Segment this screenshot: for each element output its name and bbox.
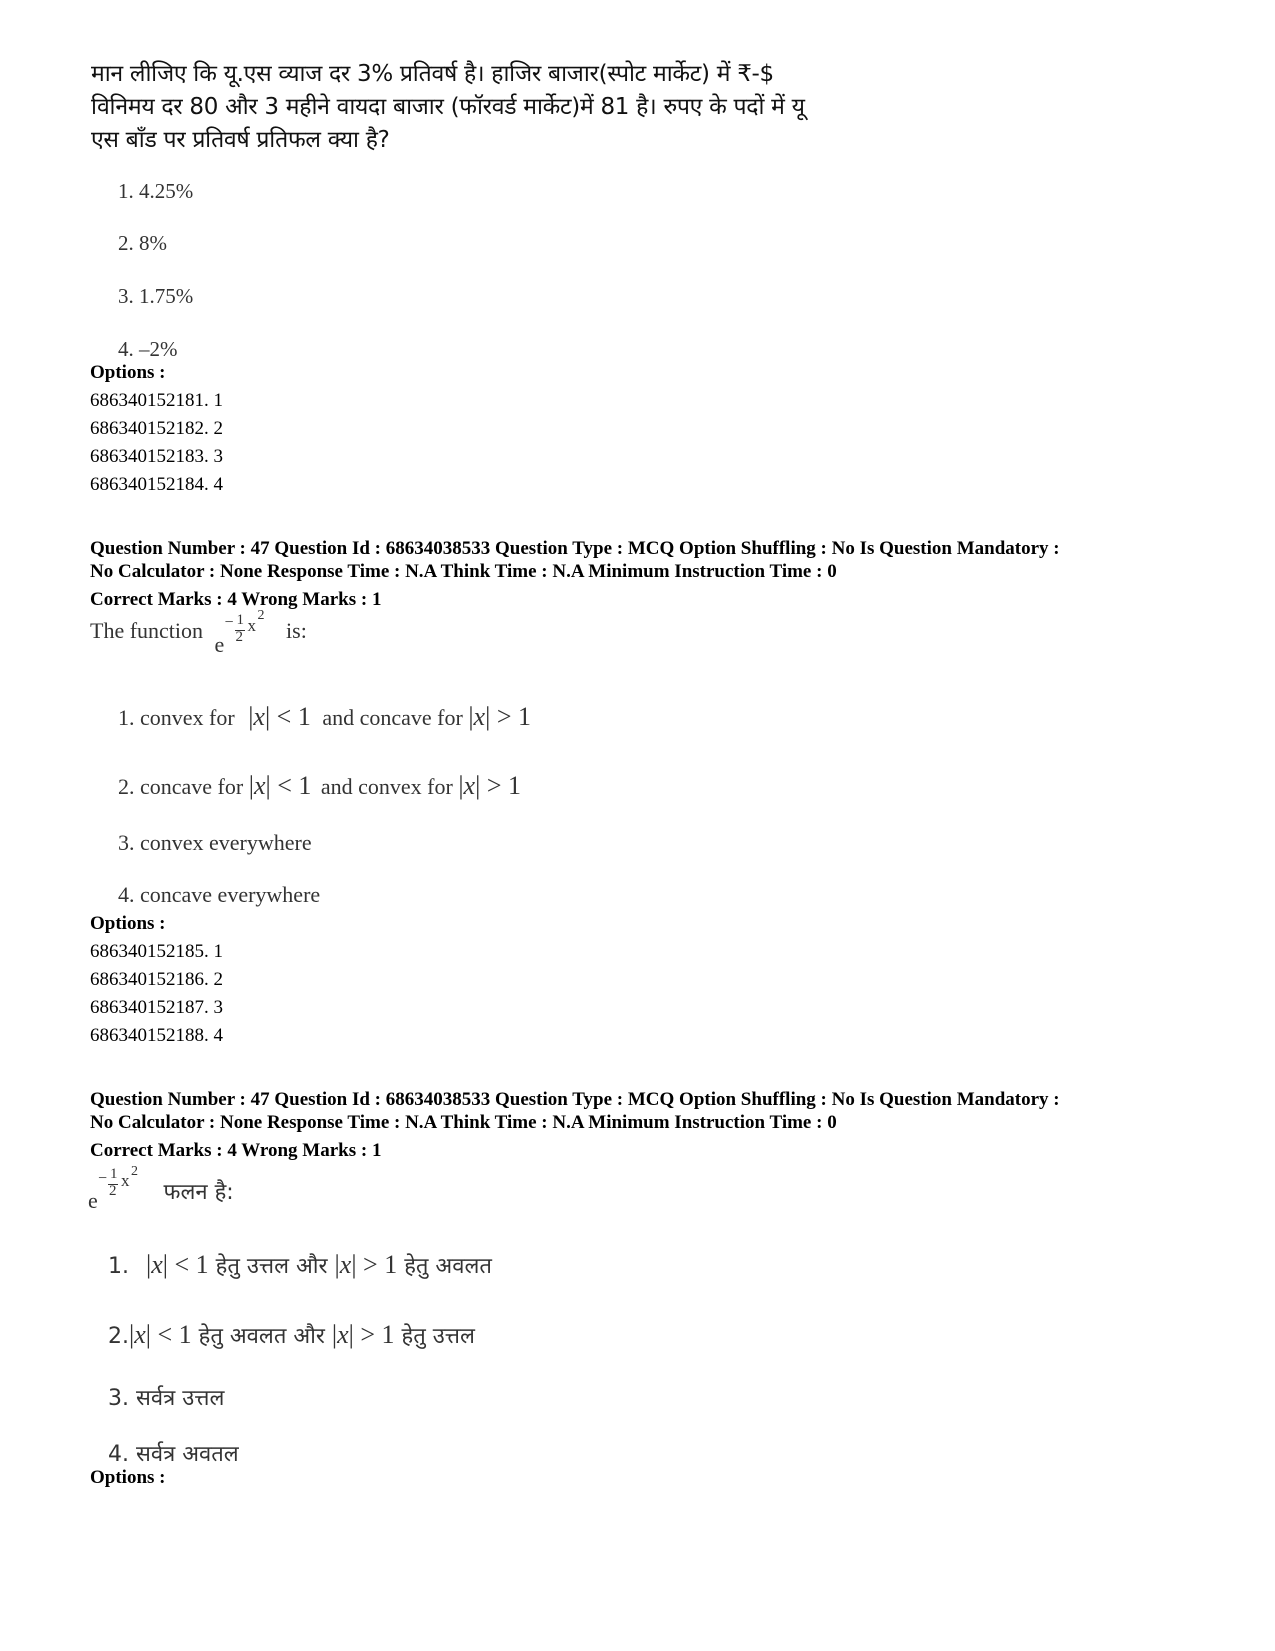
abs-x-expression: |x| > 1: [331, 1320, 395, 1349]
e-base: e: [214, 632, 225, 657]
x-var: x: [253, 702, 265, 731]
choice-text: हेतु उत्तल: [401, 1324, 475, 1349]
question-line-3: एस बाँड पर प्रतिवर्ष प्रतिफल क्या है?: [91, 127, 390, 153]
options-label: Options :: [90, 913, 166, 934]
hindi-question-stem: [88, 1164, 234, 1218]
x-var: x: [337, 1320, 349, 1349]
choice-text: 1. convex for: [118, 705, 235, 730]
options-label: Options :: [90, 362, 166, 383]
options-label: Options :: [90, 1467, 166, 1488]
option-id-2: 686340152182. 2: [90, 418, 223, 439]
marks-line: Correct Marks : 4 Wrong Marks : 1: [90, 589, 382, 610]
abs-x-expression: |x| > 1: [458, 771, 521, 800]
lt-one: < 1: [276, 702, 311, 731]
choice-num: 2.: [108, 1324, 129, 1349]
gt-one: > 1: [486, 771, 521, 800]
option-id-1: 686340152181. 1: [90, 390, 223, 411]
stem-prefix: The function: [90, 618, 204, 643]
hi-choice-1: [108, 1250, 492, 1280]
exponent-2: 2: [131, 1164, 138, 1179]
question-meta-line-1: Question Number : 47 Question Id : 68634038533 Question Type : MCQ Option Shuffling : No Is Question Mandatory :: [90, 538, 1060, 559]
marks-line: Correct Marks : 4 Wrong Marks : 1: [90, 1140, 382, 1161]
choice-text: हेतु उत्तल और: [215, 1254, 328, 1279]
option-id-1: 686340152185. 1: [90, 941, 223, 962]
stem-suffix: फलन है:: [163, 1180, 234, 1205]
x-var: x: [473, 702, 486, 731]
choice-text: 2. concave for: [118, 774, 244, 799]
gt-one: > 1: [496, 702, 531, 731]
exponent-2: 2: [257, 608, 265, 623]
choice-text: हेतु अवलत और: [198, 1324, 325, 1349]
en-choice-1: [118, 702, 531, 732]
e-base: e: [88, 1188, 98, 1213]
frac-den: 2: [235, 629, 244, 645]
question-meta-line-2: No Calculator : None Response Time : N.A Think Time : N.A Minimum Instruction Time : 0: [90, 1112, 837, 1133]
x-var: x: [339, 1250, 352, 1279]
question-line-1: मान लीजिए कि यू.एस व्याज दर 3% प्रतिवर्ष है। हाजिर बाजार(स्पोट मार्केट) में ₹-$: [91, 61, 774, 87]
option-id-3: 686340152183. 3: [90, 446, 223, 467]
hi-choice-2: [108, 1320, 475, 1350]
en-choice-2: [118, 771, 521, 801]
abs-x-expression: |x| < 1: [248, 771, 312, 800]
question-line-2: विनिमय दर 80 और 3 महीने वायदा बाजार (फॉरवर्ड मार्केट)में 81 है। रुपए के पदों में यू: [91, 94, 805, 120]
option-id-3: 686340152187. 3: [90, 997, 223, 1018]
lt-one: < 1: [157, 1320, 192, 1349]
minus-sign: −: [98, 1170, 108, 1187]
x-var: x: [151, 1250, 163, 1279]
abs-x-expression: |x| < 1: [146, 1250, 209, 1279]
option-id-2: 686340152186. 2: [90, 969, 223, 990]
abs-x-expression: |x| < 1: [248, 702, 311, 731]
abs-x-expression: |x| > 1: [334, 1250, 398, 1279]
choice-4: 4. –2%: [118, 337, 178, 361]
stem-suffix: is:: [286, 618, 307, 643]
gt-one: > 1: [363, 1250, 398, 1279]
lt-one: < 1: [277, 771, 312, 800]
choice-2: 2. 8%: [118, 231, 167, 255]
x-var: x: [463, 771, 476, 800]
exponential-expression: [88, 1164, 154, 1213]
x-var: x: [134, 1320, 146, 1349]
hi-choice-3: 3. सर्वत्र उत्तल: [108, 1386, 225, 1411]
x-var: x: [247, 616, 257, 635]
exponential-expression: [214, 608, 281, 658]
choice-text: and convex for: [320, 774, 453, 799]
choice-1: 1. 4.25%: [118, 179, 194, 203]
frac-num: 1: [236, 612, 245, 628]
gt-one: > 1: [360, 1320, 395, 1349]
question-meta-line-1: Question Number : 47 Question Id : 68634038533 Question Type : MCQ Option Shuffling : No Is Question Mandatory :: [90, 1089, 1060, 1110]
x-var: x: [121, 1171, 130, 1190]
option-id-4: 686340152188. 4: [90, 1025, 223, 1046]
en-choice-3: 3. convex everywhere: [118, 830, 312, 855]
question-meta-line-2: No Calculator : None Response Time : N.A Think Time : N.A Minimum Instruction Time : 0: [90, 561, 837, 582]
question-stem: [90, 608, 307, 668]
lt-one: < 1: [174, 1250, 209, 1279]
abs-x-expression: |x| > 1: [468, 702, 531, 731]
en-choice-4: 4. concave everywhere: [118, 882, 321, 907]
choice-text: and concave for: [322, 705, 463, 730]
x-var: x: [253, 771, 266, 800]
choice-text: हेतु अवलत: [404, 1254, 492, 1279]
frac-num: 1: [110, 1166, 118, 1182]
frac-den: 2: [109, 1183, 117, 1199]
minus-sign: −: [224, 614, 234, 631]
abs-x-expression: |x| < 1: [129, 1320, 192, 1349]
choice-num: 1.: [108, 1254, 129, 1279]
hi-choice-4: 4. सर्वत्र अवतल: [108, 1442, 239, 1467]
option-id-4: 686340152184. 4: [90, 474, 223, 495]
choice-3: 3. 1.75%: [118, 284, 194, 308]
